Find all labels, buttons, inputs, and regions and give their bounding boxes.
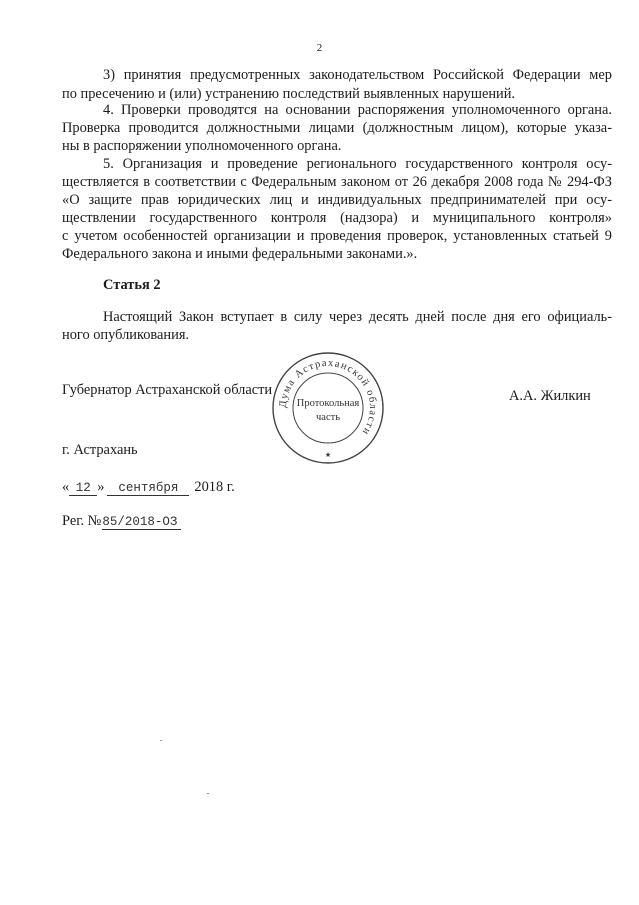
paragraph-5-line-4: ществлении государственного контроля (надзора) и муниципального контроля» xyxy=(62,210,612,226)
scan-speck xyxy=(160,740,162,741)
paragraph-5-line-3: «О защите прав юридических лиц и индивидуальных предпринимателей при осу- xyxy=(62,192,612,208)
paragraph-5-line-5: с учетом особенностей организации и проведения проверок, установленных статьей 9 xyxy=(62,228,612,244)
signing-date xyxy=(62,478,235,496)
article-2-heading: Статья 2 xyxy=(103,277,161,293)
city-label: г. Астрахань xyxy=(62,442,138,458)
date-day: 12 xyxy=(69,481,97,496)
date-open-quote: « xyxy=(62,479,70,495)
paragraph-5-line-1: 5. Организация и проведение регионального государственного контроля осу- xyxy=(103,156,612,172)
paragraph-4-line-3: ны в распоряжении уполномоченного органа. xyxy=(62,138,342,154)
date-close-quote: » xyxy=(97,479,105,495)
paragraph-4-line-2: Проверка проводится должностными лицами (должностным лицом), которые указа- xyxy=(62,120,612,136)
stamp-center-line-1: Протокольная xyxy=(296,398,360,409)
governor-name: А.А. Жилкин xyxy=(509,388,591,404)
paragraph-3-line-2: по пресечению и (или) устранению последствий выявленных нарушений. xyxy=(62,86,516,102)
svg-text:★: ★ xyxy=(324,451,332,459)
article-2-line-2: ного опубликования. xyxy=(62,327,190,343)
date-month: сентября xyxy=(107,481,189,496)
scan-speck xyxy=(207,793,209,794)
paragraph-5-line-2: ществляется в соответствии с Федеральным законом от 26 декабря 2008 года № 294-ФЗ xyxy=(62,174,612,190)
governor-title: Губернатор Астраханской области xyxy=(62,382,273,398)
registration-value: 85/2018-ОЗ xyxy=(102,515,181,530)
paragraph-3-line-1: 3) принятия предусмотренных законодательством Российской Федерации мер xyxy=(103,67,612,83)
stamp-center-line-2: часть xyxy=(316,412,340,423)
registration-number xyxy=(62,512,181,530)
article-2-line-1: Настоящий Закон вступает в силу через десять дней после дня его официаль- xyxy=(103,309,612,325)
registration-label: Рег. № xyxy=(62,513,102,529)
duma-seal-stamp xyxy=(270,350,386,466)
date-year: 2018 г. xyxy=(194,479,235,495)
paragraph-5-line-6: Федерального закона и иными федеральными законами.». xyxy=(62,246,418,262)
page-number: 2 xyxy=(316,42,323,54)
paragraph-4-line-1: 4. Проверки проводятся на основании распоряжения уполномоченного органа. xyxy=(103,102,612,118)
stamp-ring-text: Дума Астраханской области xyxy=(277,357,379,438)
